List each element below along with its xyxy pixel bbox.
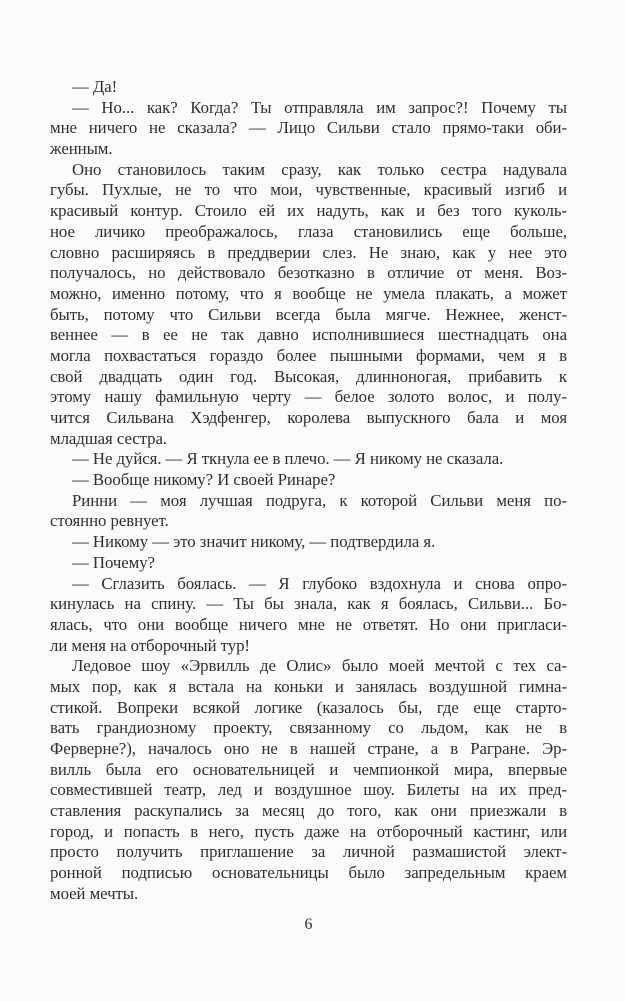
paragraph bbox=[50, 656, 567, 904]
paragraph bbox=[50, 449, 567, 470]
paragraph bbox=[50, 574, 567, 657]
text-line: получалось, но действовало безотказно в отличие от меня. Воз- bbox=[50, 263, 567, 283]
text-line: — Никому — это значит никому, — подтвердила я. bbox=[72, 532, 436, 552]
text-line: могла похвастаться гораздо более пышными формами, чем я в bbox=[50, 345, 567, 365]
paragraph bbox=[50, 77, 567, 98]
text-line: — Почему? bbox=[72, 552, 155, 572]
text-line: женным. bbox=[50, 139, 113, 159]
text-line: этому нашу фамильную черту — белое золото волос, и полу- bbox=[50, 387, 567, 407]
text-line: ронной подписью основательницы было запредельным краем bbox=[50, 863, 567, 883]
text-line: мне ничего не сказала? — Лицо Сильви стало прямо-таки оби- bbox=[50, 118, 567, 138]
text-line: Ферверне?), началось оно не в нашей стране, а в Рагране. Эр- bbox=[50, 739, 567, 758]
text-line: стоянно ревнует. bbox=[50, 511, 169, 531]
text-line: ставления раскупались за месяц до того, как они приезжали в bbox=[50, 801, 567, 821]
text-line: быть, потому что Сильви всегда была мягче. Нежнее, женст- bbox=[50, 304, 567, 324]
text-line: совместившей театр, лед и воздушное шоу. Билеты на их пред- bbox=[50, 780, 567, 800]
text-line: младшая сестра. bbox=[50, 428, 168, 448]
text-line: Оно становилось таким сразу, как только сестра надувала bbox=[72, 159, 567, 179]
text-line: словно расширяясь в преддверии слез. Не знаю, как у нее это bbox=[50, 242, 567, 262]
text-line: просто получить приглашение за личной размашистой элект- bbox=[50, 842, 567, 862]
text-line: ное личико преображалось, глаза становились еще больше, bbox=[50, 221, 567, 241]
paragraph bbox=[50, 491, 567, 532]
paragraph bbox=[50, 98, 567, 160]
text-line: — Но... как? Когда? Ты отправляла им запрос?! Почему ты bbox=[72, 97, 567, 117]
text-line: свой двадцать один год. Высокая, длинноногая, прибавить к bbox=[50, 366, 567, 386]
text-line: стикой. Вопреки всякой логике (казалось бы, где еще старто- bbox=[50, 697, 567, 717]
text-line: — Не дуйся. — Я ткнула ее в плечо. — Я никому не сказала. bbox=[72, 449, 504, 469]
text-line: губы. Пухлые, не то что мои, чувственные, красивый изгиб и bbox=[50, 180, 567, 200]
text-line: Ледовое шоу «Эрвилль де Олис» было моей мечтой с тех са- bbox=[72, 656, 567, 676]
text-line: моей мечты. bbox=[50, 883, 139, 903]
paragraph bbox=[50, 470, 567, 491]
text-line: Ринни — моя лучшая подруга, к которой Сильви меня по- bbox=[72, 490, 567, 510]
text-line: мых пор, как я встала на коньки и занялась воздушной гимна- bbox=[50, 676, 567, 696]
paragraph bbox=[50, 532, 567, 553]
text-line: кинулась на спину. — Ты бы знала, как я боялась, Сильви... Бо- bbox=[50, 594, 567, 614]
text-line: вать грандиозному проекту, связанному со льдом, как не в bbox=[50, 718, 567, 738]
text-line: веннее — в ее не так давно исполнившиеся шестнадцать она bbox=[50, 325, 567, 345]
text-line: можно, именно потому, что я вообще не умела плакать, а может bbox=[50, 283, 567, 303]
text-line: — Вообще никому? И своей Ринаре? bbox=[72, 470, 336, 490]
page-number: 6 bbox=[304, 916, 313, 933]
paragraph bbox=[50, 160, 567, 450]
text-line: красивый контур. Стоило ей их надуть, как и без того куколь- bbox=[50, 201, 567, 221]
paragraph bbox=[50, 553, 567, 574]
text-line: — Сглазить боялась. — Я глубоко вздохнула и снова опро- bbox=[72, 573, 567, 593]
text-block bbox=[50, 77, 567, 905]
text-line: чится Сильвана Хэдфенгер, королева выпускного бала и моя bbox=[50, 408, 567, 427]
text-line: вилль была его основательницей и чемпионкой мира, впервые bbox=[50, 759, 567, 779]
text-line: город, и попасть в него, пусть даже на отборочный кастинг, или bbox=[50, 821, 567, 841]
text-line: ли меня на отборочный тур! bbox=[50, 635, 250, 655]
text-line: — Да! bbox=[72, 77, 118, 96]
text-line: ялась, что они вообще ничего мне не ответят. Но они пригласи- bbox=[50, 614, 567, 634]
